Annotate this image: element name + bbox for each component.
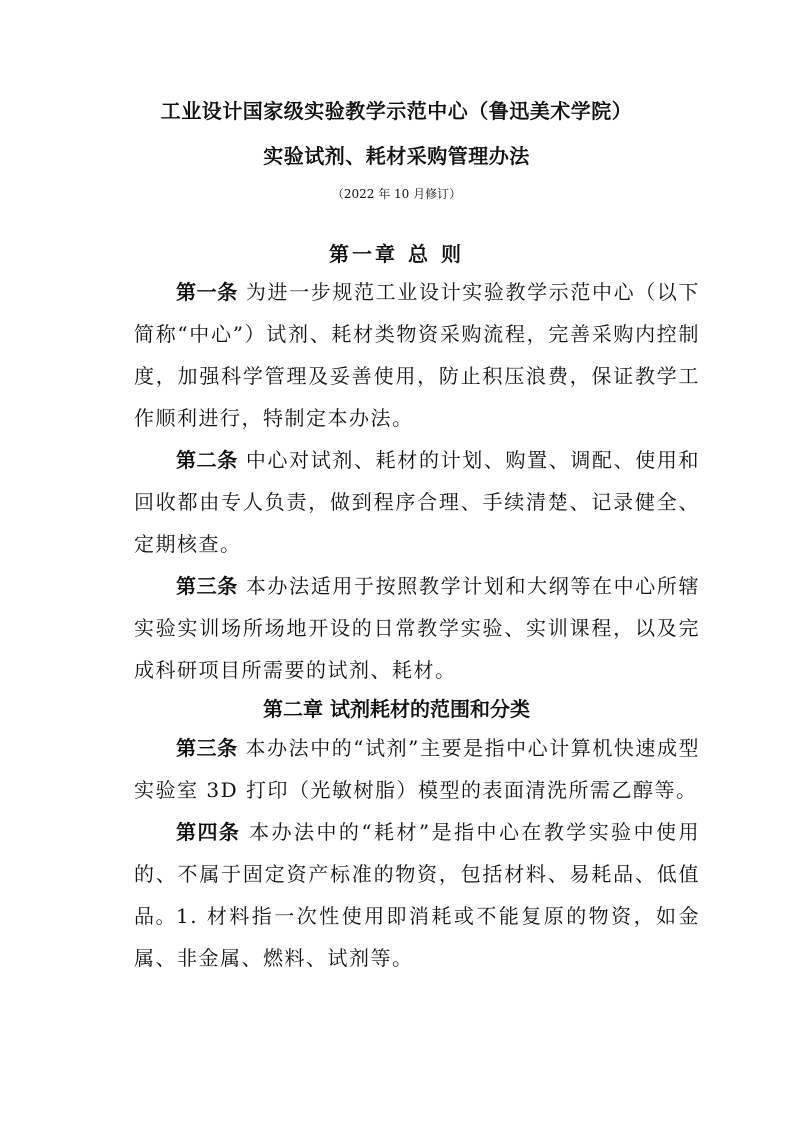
article-text: 中心对试剂、耗材的计划、购置、调配、使用和回收都由专人负责，做到程序合理、手续清楚、记录健全、定期核查。 <box>134 448 701 556</box>
article-label: 第三条 <box>176 574 238 598</box>
article-text: 本办法中的“试剂”主要是指中心计算机快速成型实验室 3D 打印（光敏树脂）模型的表面清洗所需乙醇等。 <box>134 736 701 802</box>
chapter-heading-1: 第一章 总 则 <box>329 242 464 266</box>
article-label: 第一条 <box>176 280 238 304</box>
article-text: 本办法中的“耗材”是指中心在教学实验中使用的、不属于固定资产标准的物资，包括材料、易耗品、低值品。 <box>134 820 701 928</box>
document-title-line2: 实验试剂、耗材采购管理办法 <box>263 144 530 168</box>
article-text: 为进一步规范工业设计实验教学示范中心（以下简称“中心”）试剂、耗材类物资采购流程，完善采购内控制度，加强科学管理及妥善使用，防止积压浪费，保证教学工作顺利进行，特制定本办法。 <box>134 280 701 430</box>
article-label: 第四条 <box>176 820 241 844</box>
article-paragraph <box>134 565 700 691</box>
document-title-line1: 工业设计国家级实验教学示范中心（鲁迅美术学院） <box>160 99 633 123</box>
article-label: 第二条 <box>176 448 238 472</box>
article-paragraph <box>134 727 700 811</box>
revision-note: （2022 年 10 月修订） <box>331 187 462 201</box>
chapter-heading-2: 第二章 试剂耗材的范围和分类 <box>263 697 530 721</box>
article-text: 本办法适用于按照教学计划和大纲等在中心所辖实验实训场所场地开设的日常教学实验、实训课程，以及完成科研项目所需要的试剂、耗材。 <box>134 574 701 682</box>
article-paragraph <box>134 271 700 439</box>
list-item: 1. 材料指一次性使用即消耗或不能复原的物资，如金属、非金属、燃料、试剂等。 <box>134 904 700 970</box>
article-label: 第三条 <box>176 736 238 760</box>
article-paragraph <box>134 439 700 565</box>
